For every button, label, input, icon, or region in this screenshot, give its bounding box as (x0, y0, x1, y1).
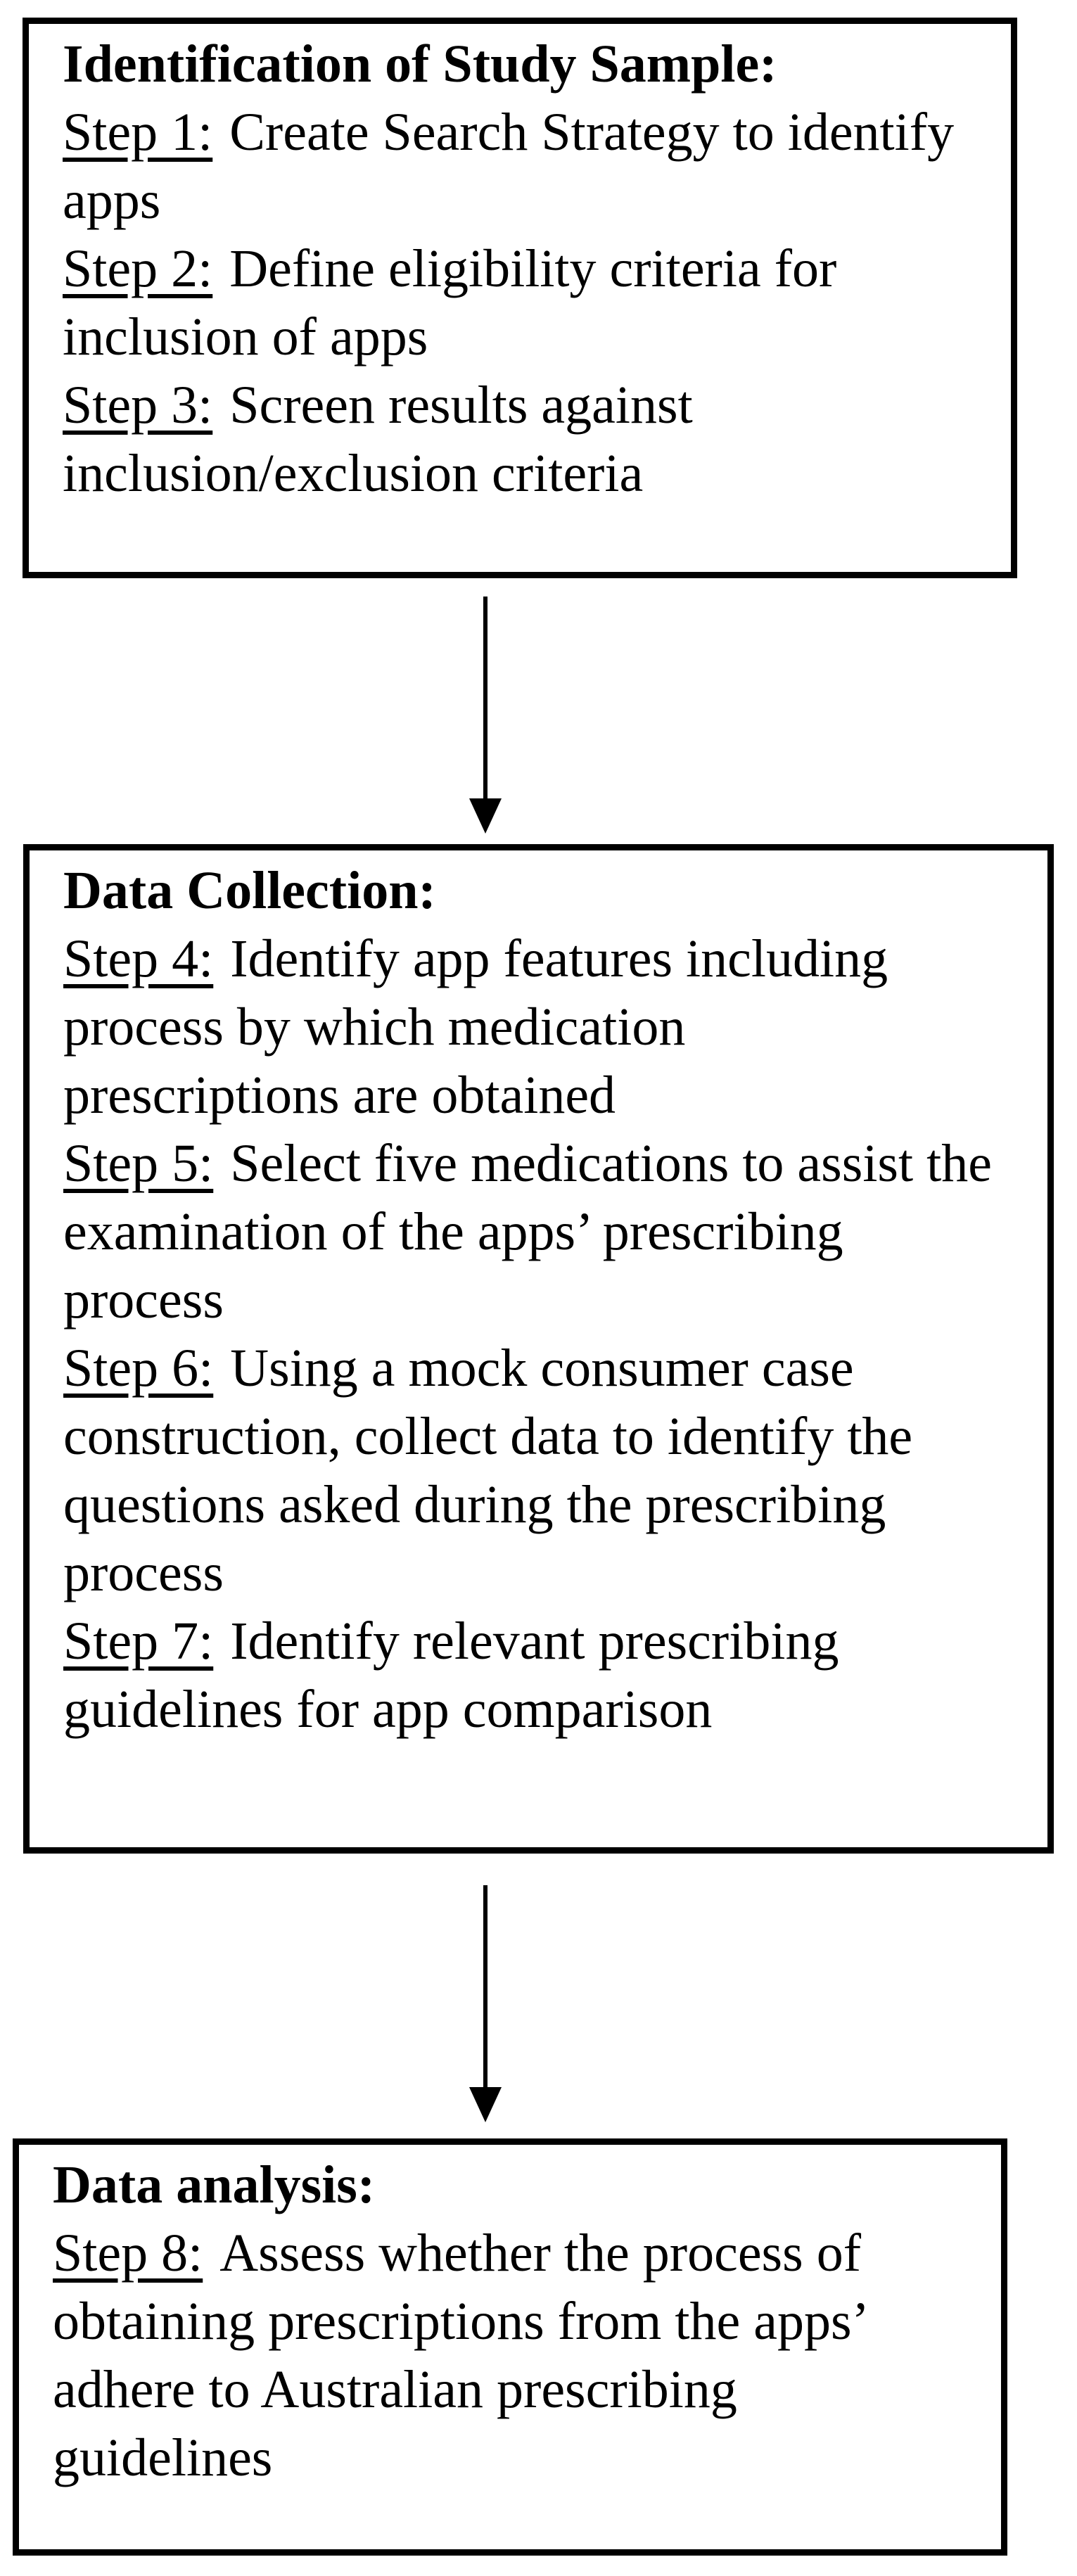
box-data-collection (23, 844, 1054, 1854)
step-6-text: Using a mock consumer case construction, collect data to identify the questions asked during the prescribing process (63, 1339, 913, 1602)
step-7 (63, 1607, 1033, 1744)
step-7-text: Identify relevant prescribing guidelines for app comparison (63, 1612, 839, 1739)
step-2-text: Define eligibility criteria for inclusion of apps (63, 239, 837, 366)
step-7-label: Step 7: (63, 1612, 214, 1671)
step-2-label: Step 2: (63, 239, 213, 298)
step-6-label: Step 6: (63, 1339, 214, 1398)
step-5 (63, 1130, 1033, 1334)
down-arrow-icon (469, 1885, 502, 2122)
step-4-text: Identify app features including process by which medication prescriptions are obtained (63, 929, 888, 1125)
box-2-title: Data Collection: (63, 861, 436, 920)
step-4-label: Step 4: (63, 929, 214, 988)
down-arrow-icon (469, 597, 502, 834)
step-8-text: Assess whether the process of obtaining prescriptions from the apps’ adhere to Australian prescribing guidelines (53, 2224, 869, 2487)
step-3 (63, 371, 997, 508)
box-3-title: Data analysis: (53, 2155, 376, 2214)
step-5-label: Step 5: (63, 1134, 214, 1193)
box-identification-of-study-sample (23, 18, 1017, 578)
arrow-stem (483, 597, 487, 798)
step-5-text: Select five medications to assist the examination of the apps’ prescribing process (63, 1134, 992, 1330)
step-3-label: Step 3: (63, 376, 213, 435)
arrow-head (469, 798, 502, 834)
box-1-title: Identification of Study Sample: (63, 34, 777, 94)
step-8 (53, 2219, 987, 2492)
step-8-label: Step 8: (53, 2224, 203, 2283)
step-2 (63, 235, 997, 371)
step-3-text: Screen results against inclusion/exclusion criteria (63, 376, 693, 503)
step-1 (63, 98, 997, 235)
step-1-label: Step 1: (63, 103, 213, 162)
step-4 (63, 925, 1033, 1130)
step-6 (63, 1334, 1033, 1607)
box-data-analysis (13, 2138, 1007, 2556)
arrow-head (469, 2087, 502, 2122)
arrow-stem (483, 1885, 487, 2087)
step-1-text: Create Search Strategy to identify apps (63, 103, 955, 230)
